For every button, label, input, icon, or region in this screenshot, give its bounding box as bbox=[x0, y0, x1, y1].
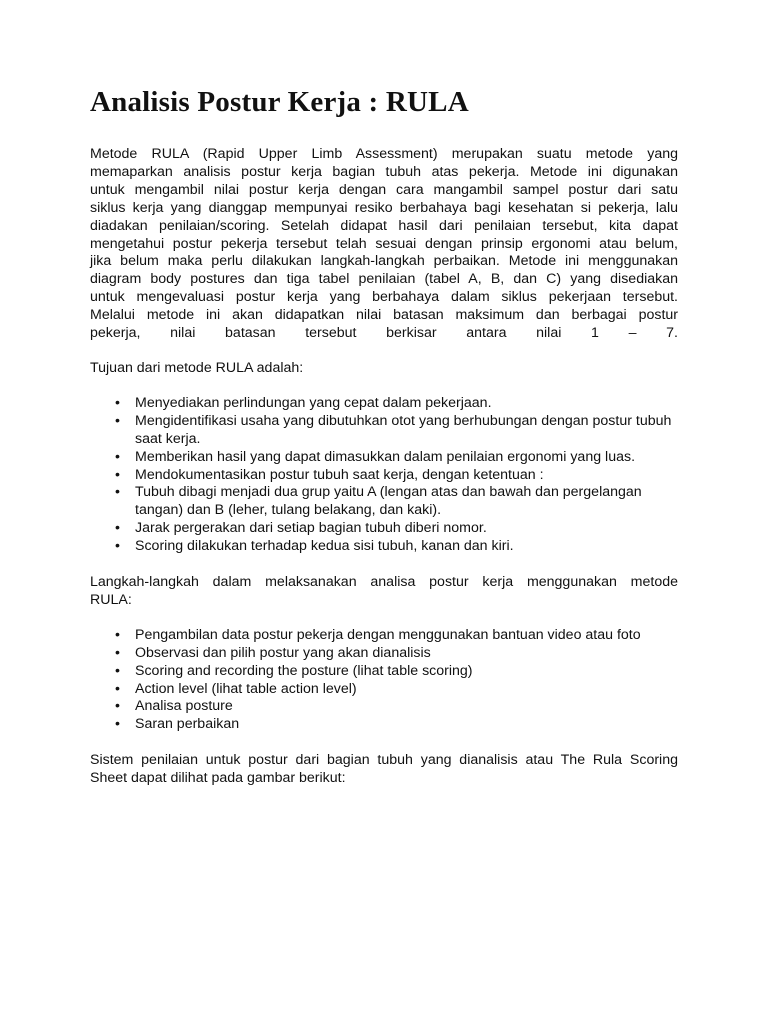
intro-line: Melalui metode ini akan didapatkan nilai batasan maksimum dan berbagai postur bbox=[90, 307, 678, 324]
list-item: • Mendokumentasikan postur tubuh saat kerja, dengan ketentuan : bbox=[115, 466, 544, 483]
bullet-icon: • bbox=[115, 716, 120, 733]
intro-line: siklus kerja yang dianggap mempunyai resiko berbahaya bagi kesehatan si pekerja, lalu bbox=[90, 199, 678, 216]
intro-paragraph bbox=[90, 146, 678, 343]
bullet-icon: • bbox=[115, 520, 120, 537]
bullet-icon: • bbox=[115, 412, 120, 429]
closing-paragraph bbox=[90, 752, 678, 788]
intro-line: untuk mengevaluasi postur kerja yang berbahaya dalam siklus pekerjaan tersebut. bbox=[90, 289, 678, 306]
list-item: • Analisa posture bbox=[115, 698, 233, 715]
bullet-icon: • bbox=[115, 448, 120, 465]
intro-line: Metode RULA (Rapid Upper Limb Assessment) merupakan suatu metode yang bbox=[90, 146, 678, 162]
bullet-icon: • bbox=[115, 662, 120, 679]
list-item: • Tubuh dibagi menjadi dua grup yaitu A (lengan atas dan bawah dan pergelangan tangan) dan B (leher, tulang belakang, dan kaki). bbox=[115, 484, 642, 519]
goals-lead: Tujuan dari metode RULA adalah: bbox=[90, 359, 304, 376]
intro-line: diagram body postures dan tiga tabel penilaian (tabel A, B, dan C) yang disediakan bbox=[90, 271, 678, 288]
list-item: • Memberikan hasil yang dapat dimasukkan dalam penilaian ergonomi yang luas. bbox=[115, 448, 636, 465]
intro-line: pekerja, nilai batasan tersebut berkisar antara nilai 1 – 7. bbox=[90, 325, 678, 342]
steps-list bbox=[90, 627, 678, 734]
intro-line: mengetahui postur pekerja tersebut telah sesuai dengan prinsip ergonomi atau belum, bbox=[90, 235, 678, 252]
list-item: • Scoring and recording the posture (lihat table scoring) bbox=[115, 662, 473, 679]
list-item: • Observasi dan pilih postur yang akan dianalisis bbox=[115, 644, 431, 661]
closing-line: Sheet dapat dilihat pada gambar berikut: bbox=[90, 770, 346, 787]
bullet-icon: • bbox=[115, 644, 120, 661]
bullet-icon: • bbox=[115, 626, 120, 643]
intro-line: jika belum maka perlu dilakukan langkah-langkah perbaikan. Metode ini menggunakan bbox=[90, 253, 678, 270]
steps-lead-line: Langkah-langkah dalam melaksanakan analisa postur kerja menggunakan metode bbox=[90, 574, 678, 591]
bullet-icon: • bbox=[115, 484, 120, 501]
document-title: Analisis Postur Kerja : RULA bbox=[90, 86, 469, 118]
bullet-icon: • bbox=[115, 394, 120, 411]
closing-line: Sistem penilaian untuk postur dari bagian tubuh yang dianalisis atau The Rula Scoring bbox=[90, 752, 678, 769]
steps-lead-line: RULA: bbox=[90, 591, 132, 608]
list-item: • Jarak pergerakan dari setiap bagian tubuh diberi nomor. bbox=[115, 520, 487, 537]
bullet-icon: • bbox=[115, 680, 120, 697]
list-item: • Scoring dilakukan terhadap kedua sisi tubuh, kanan dan kiri. bbox=[115, 538, 514, 555]
bullet-icon: • bbox=[115, 538, 120, 555]
intro-line: diadakan penilaian/scoring. Setelah didapat hasil dari penilaian tersebut, kita dapat bbox=[90, 217, 678, 234]
document-page bbox=[90, 88, 678, 788]
list-item: • Menyediakan perlindungan yang cepat dalam pekerjaan. bbox=[115, 394, 492, 411]
list-item: • Pengambilan data postur pekerja dengan menggunakan bantuan video atau foto bbox=[115, 626, 641, 643]
bullet-icon: • bbox=[115, 698, 120, 715]
bullet-icon: • bbox=[115, 466, 120, 483]
intro-line: memaparkan analisis postur kerja bagian tubuh atas pekerja. Metode ini digunakan bbox=[90, 163, 678, 180]
list-item: • Saran perbaikan bbox=[115, 716, 240, 733]
steps-lead bbox=[90, 574, 678, 610]
list-item: • Mengidentifikasi usaha yang dibutuhkan otot yang berhubungan dengan postur tubuh saat kerja. bbox=[115, 412, 672, 447]
intro-line: untuk mengambil nilai postur kerja dengan cara mangambil sampel postur dari satu bbox=[90, 181, 678, 198]
list-item: • Action level (lihat table action level) bbox=[115, 680, 357, 697]
goals-list bbox=[90, 395, 678, 556]
